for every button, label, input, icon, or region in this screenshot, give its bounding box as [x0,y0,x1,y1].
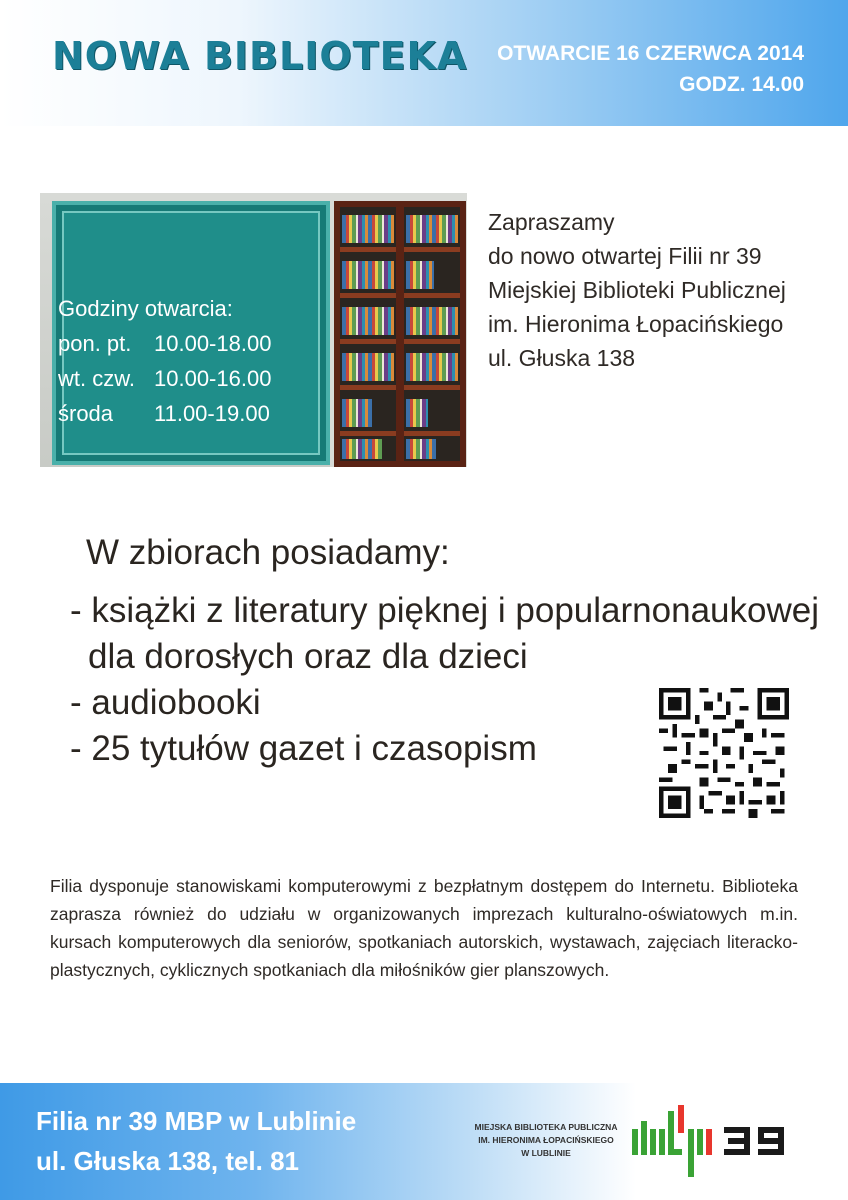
books-row [342,399,372,427]
shelf-board [340,247,396,252]
shelf-board [404,247,460,252]
mbp39-logo [632,1105,792,1181]
books-row [406,439,436,459]
bookshelf-column [340,207,396,461]
invitation-text [488,205,786,375]
books-row [406,307,458,335]
bookshelf [330,193,467,467]
hours-time: 11.00-19.00 [154,401,270,426]
opening-time: GODZ. 14.00 [679,73,804,96]
shelf-board [340,339,396,344]
hours-row [58,396,271,431]
invitation-line: im. Hieronima Łopacińskiego [488,311,784,337]
footer-contact [36,1101,356,1181]
hours-heading: Godziny otwarcia: [58,296,233,321]
services-paragraph: Filia dysponuje stanowiskami komputerowymi z bezpłatnym dostępem do Internetu. Biblioteka zaprasza również do udziału w organizowanych imprezach kulturalno-oświatowych m.in. kursach komputerowych dla seniorów, spotkaniach autorskich, wystawach, zajęciach literacko-plastycznych, cyklicznych spotkaniach dla miłośników gier planszowych. [50,876,798,980]
hours-row [58,361,271,396]
opening-info [497,38,804,100]
logo-line: MIEJSKA BIBLIOTEKA PUBLICZNA [474,1122,618,1132]
bookshelf-column [404,207,460,461]
footer-branch: Filia nr 39 MBP w Lublinie [36,1106,357,1136]
books-row [406,353,458,381]
library-logo-text [466,1121,626,1160]
collection-heading: W zbiorach posiadamy: [86,533,450,572]
collection-item: - audiobooki [70,683,261,722]
board-wall [40,193,330,467]
books-row [342,439,382,459]
books-row [342,261,394,289]
shelf-board [340,431,396,436]
bookshelf-frame [334,201,466,467]
shelf-board [404,431,460,436]
logo-line: IM. HIERONIMA ŁOPACIŃSKIEGO [478,1135,614,1145]
collection-item-continuation: dla dorosłych oraz dla dzieci [88,637,528,676]
opening-date: OTWARCIE 16 CZERWCA 2014 [497,42,804,65]
collection-item: - 25 tytułów gazet i czasopism [70,729,537,768]
hours-time: 10.00-18.00 [154,331,272,356]
books-row [406,399,428,427]
poster-title: NOWA BIBLIOTEKA [52,34,468,78]
opening-hours [58,291,271,431]
hours-row [58,326,271,361]
books-row [342,215,394,243]
hours-day: wt. czw. [58,366,136,391]
books-row [342,307,394,335]
invitation-line: do nowo otwartej Filii nr 39 [488,243,762,269]
invitation-line: Zapraszamy [488,209,615,235]
shelf-board [340,385,396,390]
shelf-board [404,339,460,344]
hours-day: środa [58,401,114,426]
logo-line: W LUBLINIE [521,1148,571,1158]
hours-day: pon. pt. [58,331,132,356]
books-row [406,215,458,243]
qr-code-icon [659,688,789,818]
collection-item: - książki z literatury pięknej i popularnonaukowej [70,591,819,630]
invitation-line: ul. Głuska 138 [488,345,636,371]
shelf-board [404,385,460,390]
footer-address: ul. Głuska 138, tel. 81 [36,1146,300,1176]
hours-time: 10.00-16.00 [154,366,272,391]
shelf-board [340,293,396,298]
shelf-board [404,293,460,298]
books-row [342,353,394,381]
invitation-line: Miejskiej Biblioteki Publicznej [488,277,786,303]
library-photo [40,193,467,467]
books-row [406,261,434,289]
